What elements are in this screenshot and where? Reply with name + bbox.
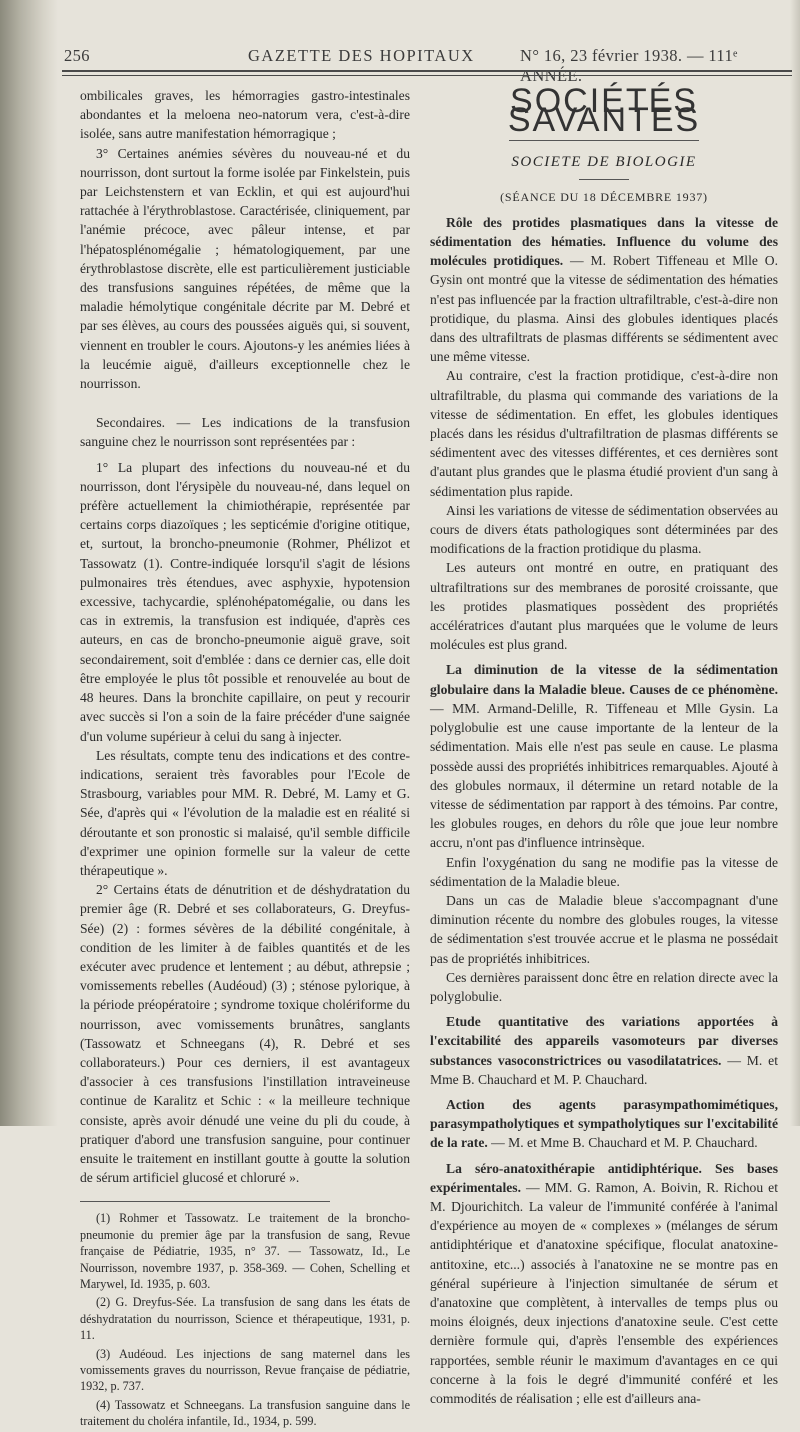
page-number: 256 — [64, 46, 90, 65]
page-right-edge — [790, 0, 800, 1126]
article-authors: — M. et Mme B. Chauchard et M. P. Chauchard. — [430, 1052, 778, 1087]
footnote: (3) Audéoud. Les injections de sang maternel dans les vomissements graves du nourrisson, Revue française de pédiatrie, 1932, p. 737. — [80, 1346, 410, 1394]
right-column — [430, 84, 778, 1408]
article-entry — [430, 1159, 778, 1409]
article-title: Action des agents parasympathomimétiques, parasympatholytiques et sympatholytiques sur l'excitabilité de la rate. — [430, 1096, 778, 1151]
paragraph: Ces dernières paraissent donc être en relation directe avec la polyglobulie. — [430, 969, 778, 1004]
session-date: (SÉANCE DU 18 DÉCEMBRE 1937) — [500, 189, 708, 204]
article-entry — [430, 660, 778, 852]
footnote: (1) Rohmer et Tassowatz. Le traitement de la broncho-pneumonie du premier âge par la transfusion de sang, Revue française de Pédiatrie, 1935, n° 37. — Tassowatz, Id., Le Nourrisson, novembre 1937, p. 358-369. — Cohen, Schelling et Marywel, Id. 1935, p. 603. — [80, 1211, 410, 1291]
article-text: La polyglobulie est une cause importante de la lenteur de la sédimentation. Mais elle n'est pas seule en cause. Le plasma possède aussi des propriétés inhibitrices remarquables. Ajouté à des globules normaux, il détermine un retard notable de la vitesse de sédimentation par rapport à des témoins. Par contre, les globules rouges, en dehors du rôle que joue leur nombre accru, n'ont pas d'influence intrinsèque. — [430, 700, 778, 851]
article-title: La séro-anatoxithérapie antidiphtérique. Ses bases expérimentales. — [430, 1160, 778, 1195]
page-binding-edge — [0, 0, 58, 1126]
article-entry — [430, 1095, 778, 1153]
paragraph: 3° Certaines anémies sévères du nouveau-né et du nourrisson, dont surtout la forme isolée par Finkelstein, puis par Leichstenstern et van Ecklin, et qui est aujourd'hui rattachée à l'érythroblastose. Caractérisée, cliniquement, par l'anémie précoce, avec pâleur intense, et par l'hépatosplénomégalie ; hématologiquement, par une érythroblastose discrète, elle est particulièrement justiciable des transfusions sanguines répétées, de même que la maladie hémolytique congénitale décrite par M. Debré et par ses élèves, au cours des poussées aiguës qui, si souvent, viennent en troubler le cours. Ajoutons-y les anémies liées à la leucémie aiguë, d'ailleurs exceptionnelle chez le nourrisson. — [80, 145, 410, 392]
paragraph: Dans un cas de Maladie bleue s'accompagnant d'une diminution récente du nombre des globules rouges, la vitesse de sédimentation s'est trouvée accrue et le plasma ne possédait pas de propriétés inhibitrices. — [430, 892, 778, 966]
article-authors: — MM. Armand-Delille, R. Tiffeneau et Mlle Gysin. — [430, 700, 756, 716]
society-name: SOCIETE DE BIOLOGIE — [511, 154, 697, 171]
article-entry — [430, 1012, 778, 1089]
section-rule — [509, 140, 699, 141]
paragraph: Au contraire, c'est la fraction protidique, c'est-à-dire non ultrafiltrable, du plasma qui commande des variations de la vitesse de sédimentation. En effet, les globules identiques placés dans les résidus d'ultrafiltration de plasmas différents se sédimentent avec des vitesses différentes, et ces dernières sont d'autant plus grandes que le plasma étudié provient d'un sang à sédimentation plus rapide. — [430, 368, 778, 499]
article-title: Rôle des protides plasmatiques dans la vitesse de sédimentation des hématies. Influence du volume des molécules protidiques. — [430, 214, 778, 269]
header-rule — [62, 70, 792, 76]
article-authors: — M. Robert Tiffeneau et Mlle O. Gysin — [430, 253, 778, 288]
article-title: Etude quantitative des variations apportées à l'excitabilité des appareils vasomoteurs par diverses substances vasoconstrictrices ou vasodilatatrices. — [430, 1014, 778, 1068]
paragraph: Ainsi les variations de vitesse de sédimentation observées au cours de divers états pathologiques sont déterminées par des modifications de la fraction protidique du plasma. — [430, 502, 778, 557]
running-header — [62, 44, 792, 85]
paragraph: Les auteurs ont montré en outre, en pratiquant des ultrafiltrations sur des membranes de porosité croissante, que les protides plasmatiques possèdent des propriétés accélératrices d'autant plus marquées que le volume de leurs molécules est plus grand. — [430, 560, 778, 653]
paragraph: 2° Certains états de dénutrition et de déshydratation du premier âge (R. Debré et ses collaborateurs, G. Dreyfus-Sée) (2) : formes sévères de la débilité congénitale, à condition de les limiter à de faibles quantités et de les exécuter avec prudence et lentement ; au début, athrepsie ; vomissements rebelles (Audéoud) (3) ; sténose pylorique, à la période préopératoire ; syndrome toxique cholériforme du nourrisson, avec vomissements brunâtres, sanglants (Tassowatz et Schneegans (4), R. Debré et ses collaborateurs.) Pour ces derniers, il est avantageux d'associer à ces transfusions l'instillation intraveineuse continue de Karalitz et Schic : « la meilleure technique consiste, après avoir dénudé une veine du pli du coude, à pratiquer d'abord une transfusion sanguine, pour continuer ensuite le traitement en instillant goutte à goutte la solution de sérum artificiel glucosé et chloruré ». — [80, 882, 410, 1186]
article-title: La diminution de la vitesse de la sédimentation globulaire dans la Maladie bleue. Causes de ce phénomène. — [430, 662, 778, 697]
footnotes — [80, 1210, 410, 1429]
left-column — [80, 86, 410, 1432]
article-text: La valeur de l'immunité conférée à l'animal d'expérience au moyen de « complexes » (mélanges de sérum antidiphtérique et d'anatoxine spécifique, floculat anatoxine-antitoxine, etc...) associés à l'anatoxine ne se montre pas en général supérieure à l'injection simultanée de sérum et d'anatoxine que complètent, à intervalles de temps plus ou moins éloignés, deux injections d'anatoxine seule. C'est cette dernière formule qui, d'après l'ensemble des expériences rapportées, semble réunir le maximum d'avantages en ce qui concerne à la fois le degré d'immunité conféré et les commodités de réalisation ; elle est d'ailleurs ana- — [430, 1198, 778, 1406]
section-title: SOCIÉTÉS SAVANTES — [507, 82, 701, 140]
article-authors: — MM. G. Ramon, A. Boivin, R. Richou et M. Djourichitch. — [430, 1179, 778, 1214]
footnote-rule — [80, 1201, 330, 1202]
paragraph: 1° La plupart des infections du nouveau-né et du nourrisson, dont l'érysipèle du nouveau-né, dans lequel on préfère actuellement la chimiothérapie, représentée par certains corps diazoïques ; les septicémie d'origine otitique, et, surtout, la broncho-pneumonie (Rohmer, Phélizot et Tassowatz (1). Contre-indiquée lorsqu'il s'agit de lésions pulmonaires très étendues, avec asphyxie, hypotension excessive, tachycardie, splénohépatomégalie, ou dans les cas in extremis, la transfusion est indiquée, d'après ces auteurs, en cas de broncho-pneumonie aiguë grave, soit secondairement, soit d'emblée : dans ce dernier cas, elle doit être employée le plus tôt possible et renouvelée au bout de 48 heures. Dans la bronchite capillaire, on peut y recourir avec succès si l'on a soin de la faire précéder d'une saignée d'un volume supérieur à celui du sang à injecter. — [80, 459, 410, 744]
journal-title: GAZETTE DES HOPITAUX — [248, 46, 475, 65]
society-rule — [579, 179, 629, 180]
paragraph: Les résultats, compte tenu des indications et des contre-indications, seraient très favorables pour l'Ecole de Strasbourg, variables pour MM. R. Debré, M. Lamy et G. Sée, d'après qui « l'évolution de la maladie est en réalité si déroutante et son pronostic si malaisé, qu'il semble difficile d'exprimer une opinion formelle sur la valeur de cette thérapeutique ». — [80, 747, 410, 878]
footnote: (4) Tassowatz et Schneegans. La transfusion sanguine dans le traitement du choléra infantile, Id., 1934, p. 599. — [80, 1397, 410, 1429]
paragraph: Secondaires. — Les indications de la transfusion sanguine chez le nourrisson sont représentées par : — [80, 415, 410, 450]
paragraph: ombilicales graves, les hémorragies gastro-intestinales abondantes et la meloena neo-natorum vera, c'est-à-dire isolée, sans autre manifestation hémorragique ; — [80, 88, 410, 142]
issue-info: N° 16, 23 février 1938. — 111ᵉ ANNÉE. — [520, 46, 738, 85]
article-authors: — M. et Mme B. Chauchard et M. P. Chauchard. — [487, 1135, 758, 1151]
article-text: ont montré que la vitesse de sédimentation des hématies n'est pas influencée par la fraction ultrafiltrable, c'est-à-dire non protidique, du plasma. Ainsi des globules identiques placés dans des ultrafiltrats de plasmas différents se sédimentent avec une même vitesse. — [430, 272, 778, 365]
paragraph: Enfin l'oxygénation du sang ne modifie pas la vitesse de sédimentation de la Maladie bleue. — [430, 854, 778, 889]
article-entry — [430, 213, 778, 367]
footnote: (2) G. Dreyfus-Sée. La transfusion de sang dans les états de déshydratation du nourrisson, Science et thérapeutique, 1931, p. 11. — [80, 1295, 410, 1343]
